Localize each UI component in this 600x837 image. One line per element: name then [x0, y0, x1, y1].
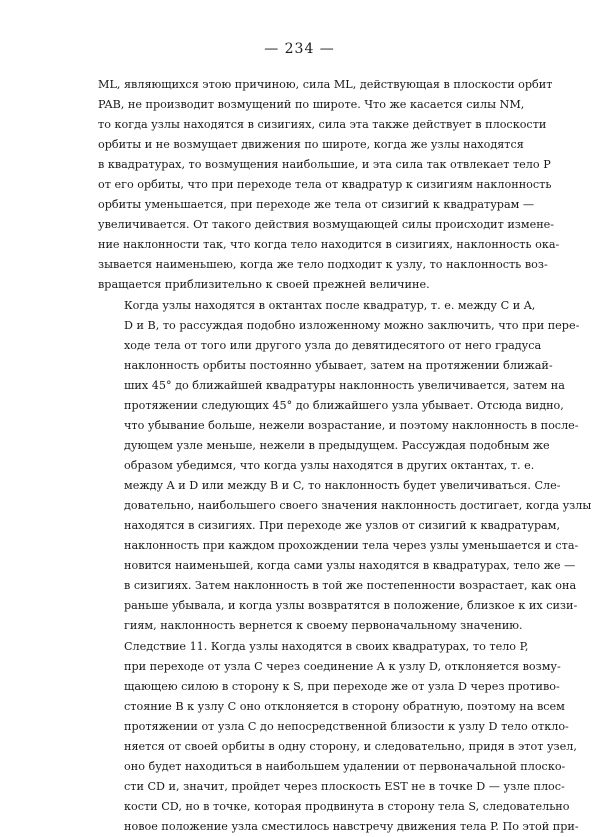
text-line: довательно, наибольшего своего значения наклонность достигает, когда узлы: [124, 499, 592, 512]
text-line: ходе тела от того или другого узла до девятидесятого от него градуса: [124, 339, 542, 352]
text-line: раньше убывала, и когда узлы возвратятся в положение, близкое к их сизи-: [124, 599, 578, 612]
text-line: вращается приблизительно к своей прежней величине.: [98, 278, 430, 291]
text-line: Когда узлы находятся в октантах после квадратур, т. е. между C и A,: [124, 299, 536, 312]
text-line: орбиты уменьшается, при переходе же тела от сизигий к квадратурам —: [98, 198, 535, 211]
text-line: орбиты и не возмущает движения по широте, когда же узлы находятся: [98, 138, 524, 151]
text-line: ние наклонности так, что когда тело находится в сизигиях, наклонность ока-: [98, 238, 560, 251]
text-line: Следствие 11. Когда узлы находятся в своих квадратурах, то тело P,: [124, 640, 529, 653]
text-line: стояние B к узлу C оно отклоняется в сторону обратную, поэтому на всем: [124, 700, 565, 713]
paragraph-corollary-11: [98, 637, 579, 837]
book-page: [98, 40, 592, 837]
page-number: — 234 —: [264, 41, 335, 57]
text-line: новое положение узла сместилось навстречу движения тела P. По этой при-: [124, 820, 579, 833]
text-line: находятся в сизигиях. При переходе же узлов от сизигий к квадратурам,: [124, 519, 561, 532]
text-line: между A и D или между B и C, то наклонность будет увеличиваться. Сле-: [124, 479, 561, 492]
text-line: няется от своей орбиты в одну сторону, и следовательно, придя в этот узел,: [124, 740, 577, 753]
text-line: протяжении следующих 45° до ближайшего узла убывает. Отсюда видно,: [124, 399, 564, 412]
text-line: в квадратурах, то возмущения наибольшие, и эта сила так отвлекает тело P: [98, 158, 551, 171]
text-line: наклонность орбиты постоянно убывает, затем на протяжении ближай-: [124, 359, 553, 372]
text-line: в сизигиях. Затем наклонность в той же постепенности возрастает, как она: [124, 579, 577, 592]
text-line: при переходе от узла C через соединение A к узлу D, отклоняется возму-: [124, 660, 561, 673]
text-line: PAB, не производит возмущений по широте. Что же касается силы NM,: [98, 98, 525, 111]
text-line: щающею силою в сторону к S, при переходе же от узла D через противо-: [124, 680, 560, 693]
text-line: сти CD и, значит, пройдет через плоскость EST не в точке D — узле плос-: [124, 780, 565, 793]
text-line: протяжении от узла C до непосредственной близости к узлу D тело откло-: [124, 720, 569, 733]
text-line: увеличивается. От такого действия возмущающей силы происходит измене-: [98, 218, 555, 231]
text-line: то когда узлы находятся в сизигиях, сила эта также действует в плоскости: [98, 118, 547, 131]
text-line: ML, являющихся этою причиною, сила ML, действующая в плоскости орбит: [98, 78, 553, 91]
text-line: зывается наименьшею, когда же тело подходит к узлу, то наклонность воз-: [98, 258, 548, 271]
text-line: от его орбиты, что при переходе тела от квадратур к сизигиям наклонность: [98, 178, 552, 191]
text-line: дующем узле меньше, нежели в предыдущем. Рассуждая подобным же: [124, 439, 550, 452]
text-line: ших 45° до ближайшей квадратуры наклонность увеличивается, затем на: [124, 379, 565, 392]
paragraph-inclination-nodes-quadratures: [98, 75, 560, 295]
text-line: гиям, наклонность вернется к своему первоначальному значению.: [124, 619, 523, 632]
text-line: D и B, то рассуждая подобно изложенному можно заключить, что при пере-: [124, 319, 580, 332]
paragraph-nodes-in-octants: [98, 296, 592, 636]
text-line: новится наименьшей, когда сами узлы находятся в квадратурах, тело же —: [124, 559, 576, 572]
text-line: что убывание больше, нежели возрастание, и поэтому наклонность в после-: [124, 419, 579, 432]
text-line: образом убедимся, что когда узлы находятся в других октантах, т. е.: [124, 459, 535, 472]
text-line: кости CD, но в точке, которая продвинута в сторону тела S, следовательно: [124, 800, 570, 813]
text-line: наклонность при каждом прохождении тела через узлы уменьшается и ста-: [124, 539, 579, 552]
text-line: оно будет находиться в наибольшем удалении от первоначальной плоско-: [124, 760, 566, 773]
